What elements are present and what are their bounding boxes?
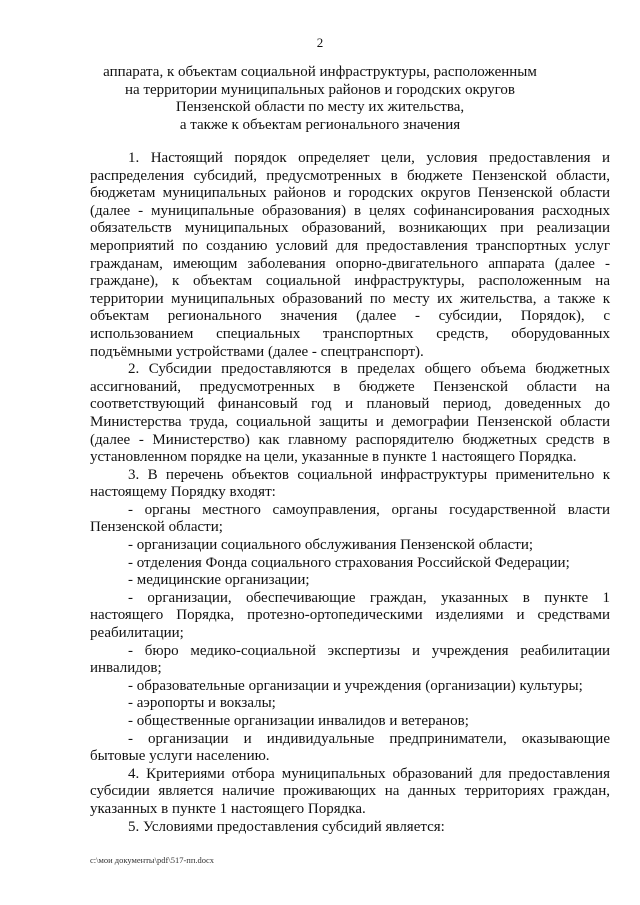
paragraph-3: 3. В перечень объектов социальной инфраструктуры применительно к настоящему Порядку входят: xyxy=(90,466,610,501)
heading-line: на территории муниципальных районов и городских округов xyxy=(125,81,515,98)
list-item: - отделения Фонда социального страхования Российской Федерации; xyxy=(128,554,570,571)
page-number: 2 xyxy=(316,35,324,50)
document-heading xyxy=(95,64,545,134)
document-body xyxy=(90,150,610,836)
list-item: - аэропорты и вокзалы; xyxy=(128,695,276,712)
list-item: - организации социального обслуживания Пензенской области; xyxy=(128,537,534,554)
list-item: - органы местного самоуправления, органы государственной власти Пензенской области; xyxy=(90,501,610,536)
paragraph-5: 5. Условиями предоставления субсидий является: xyxy=(128,818,445,835)
list-item: - образовательные организации и учреждения (организации) культуры; xyxy=(128,677,583,694)
list-item: - медицинские организации; xyxy=(128,572,310,589)
file-path-footer: c:\мои документы\pdf\517-пп.docx xyxy=(90,855,215,865)
list-item: - бюро медико-социальной экспертизы и учреждения реабилитации инвалидов; xyxy=(90,642,610,677)
heading-line: Пензенской области по месту их жительства, xyxy=(175,99,465,115)
list-item: - общественные организации инвалидов и ветеранов; xyxy=(128,713,469,729)
heading-line: аппарата, к объектам социальной инфраструктуры, расположенным xyxy=(103,64,537,80)
list-item: - организации и индивидуальные предприниматели, оказывающие бытовые услуги населению. xyxy=(90,730,610,765)
paragraph-2: 2. Субсидии предоставляются в пределах общего объема бюджетных ассигнований, предусмотренных в бюджете Пензенской области на соответствующий финансовый год и плановый период, доведенных до Министерства труда, социальной защиты и демографии Пензенской области (далее - Министерство) как главному распорядителю бюджетных средств в установленном порядке на цели, указанные в пункте 1 настоящего Порядка. xyxy=(90,361,610,466)
list-item: - организации, обеспечивающие граждан, указанных в пункте 1 настоящего Порядка, протезно-ортопедическими изделиями и средствами реабилитации; xyxy=(90,589,610,642)
heading-line: а также к объектам регионального значения xyxy=(179,116,461,133)
paragraph-1: 1. Настоящий порядок определяет цели, условия предоставления и распределения субсидий, предусмотренных в бюджете Пензенской области, бюджетам муниципальных районов и городских округов Пензенской области (далее - муниципальные образования) в целях софинансирования расходных обязательств муниципальных образований, возникающих при реализации мероприятий по созданию условий для предоставления транспортных услуг гражданам, имеющим заболевания опорно-двигательного аппарата (далее - граждане), к объектам социальной инфраструктуры, расположенным на территории муниципальных образований по месту их жительства, а также к объектам регионального значения (далее - субсидии, Порядок), с использованием специальных транспортных средств, оборудованных подъёмными устройствами (далее - спецтранспорт). xyxy=(90,150,610,360)
paragraph-4: 4. Критериями отбора муниципальных образований для предоставления субсидии является наличие проживающих на данных территориях граждан, указанных в пункте 1 настоящего Порядка. xyxy=(90,765,610,817)
